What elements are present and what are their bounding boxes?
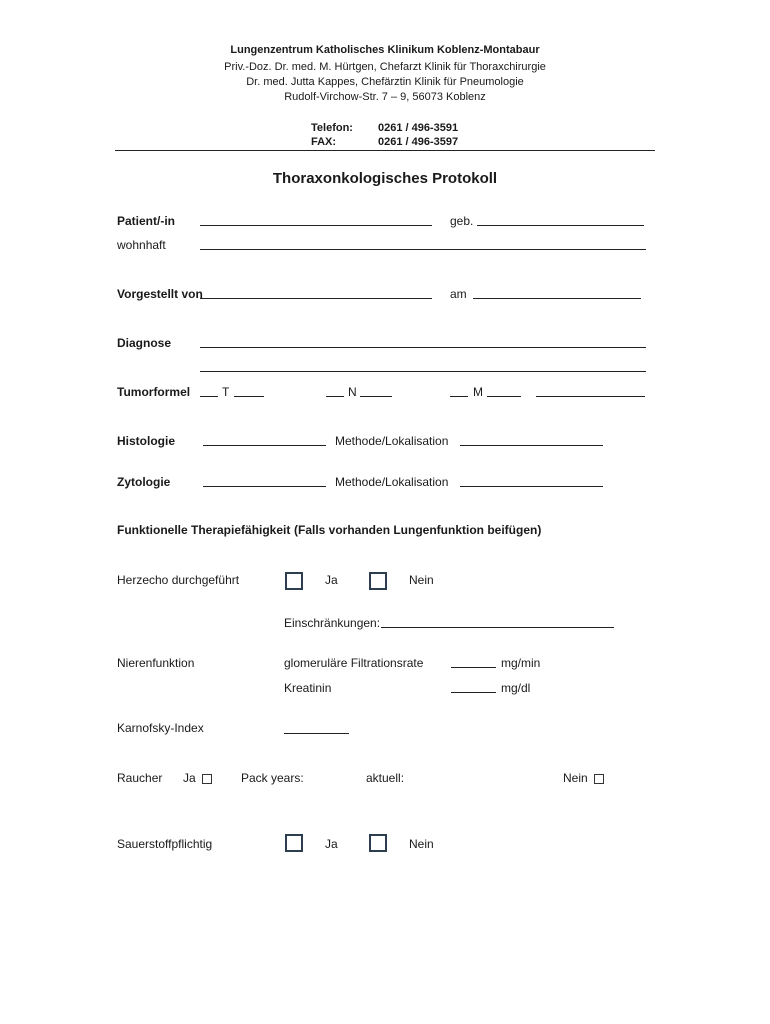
- zytologie-label: Zytologie: [117, 475, 171, 489]
- sauerstoff-nein-label: Nein: [409, 837, 434, 851]
- nierenfunktion-label: Nierenfunktion: [117, 656, 195, 670]
- t-field[interactable]: [234, 396, 264, 397]
- geb-field[interactable]: [477, 225, 644, 226]
- vorgestellt-label: Vorgestellt von: [117, 287, 203, 301]
- wohnhaft-field[interactable]: [200, 249, 646, 250]
- header-divider: [115, 150, 655, 151]
- histologie-methode-label: Methode/Lokalisation: [335, 434, 449, 448]
- tumorformel-extra-field[interactable]: [536, 396, 645, 397]
- sauerstoff-ja-label: Ja: [325, 837, 338, 851]
- kreatinin-label: Kreatinin: [284, 681, 332, 695]
- sauerstoff-nein-checkbox[interactable]: [369, 834, 387, 852]
- raucher-nein-checkbox[interactable]: [594, 774, 604, 784]
- histologie-field[interactable]: [203, 445, 326, 446]
- n-field[interactable]: [360, 396, 392, 397]
- telefon-value: 0261 / 496-3591: [378, 122, 459, 134]
- kreatinin-unit: mg/dl: [501, 681, 531, 695]
- am-label: am: [450, 287, 467, 301]
- herzecho-ja-checkbox[interactable]: [285, 572, 303, 590]
- patient-field[interactable]: [200, 225, 432, 226]
- sauerstoff-label: Sauerstoffpflichtig: [117, 837, 213, 851]
- karnofsky-label: Karnofsky-Index: [117, 721, 204, 735]
- wohnhaft-label: wohnhaft: [117, 238, 166, 252]
- geb-label: geb.: [450, 214, 474, 228]
- page-title: Thoraxonkologisches Protokoll: [272, 170, 498, 187]
- gfr-unit: mg/min: [501, 656, 541, 670]
- n-prefix-field[interactable]: [326, 396, 344, 397]
- raucher-nein-label: Nein: [563, 771, 588, 785]
- herzecho-nein-label: Nein: [409, 573, 434, 587]
- karnofsky-field[interactable]: [284, 733, 349, 734]
- vorgestellt-field[interactable]: [200, 298, 432, 299]
- raucher-ja[interactable]: [183, 771, 212, 785]
- diagnose-label: Diagnose: [117, 336, 172, 350]
- m-field[interactable]: [487, 396, 521, 397]
- pack-years-label: Pack years:: [241, 771, 304, 785]
- zytologie-methode-field[interactable]: [460, 486, 603, 487]
- t-prefix-field[interactable]: [200, 396, 218, 397]
- einschraenkungen-field[interactable]: [381, 627, 614, 628]
- raucher-label: Raucher: [117, 771, 163, 785]
- tumorformel-label: Tumorformel: [117, 385, 191, 399]
- functional-note: (Falls vorhanden Lungenfunktion beifügen): [294, 523, 542, 537]
- herzecho-label: Herzecho durchgeführt: [117, 573, 240, 587]
- histologie-label: Histologie: [117, 434, 176, 448]
- institution-name: Lungenzentrum Katholisches Klinikum Koblenz-Montabaur: [230, 44, 540, 56]
- kreatinin-field[interactable]: [451, 692, 496, 693]
- raucher-nein[interactable]: [563, 771, 604, 785]
- t-label: T: [222, 385, 230, 399]
- herzecho-ja-label: Ja: [325, 573, 338, 587]
- fax-value: 0261 / 496-3597: [378, 136, 459, 148]
- am-field[interactable]: [473, 298, 641, 299]
- histologie-methode-field[interactable]: [460, 445, 603, 446]
- sauerstoff-ja-checkbox[interactable]: [285, 834, 303, 852]
- fax-label: FAX:: [311, 136, 337, 148]
- raucher-ja-label: Ja: [183, 771, 196, 785]
- gfr-field[interactable]: [451, 667, 496, 668]
- header-address: Rudolf-Virchow-Str. 7 – 9, 56073 Koblenz: [284, 91, 486, 103]
- m-prefix-field[interactable]: [450, 396, 468, 397]
- diagnose-field-2[interactable]: [200, 371, 646, 372]
- m-label: M: [473, 385, 483, 399]
- raucher-ja-checkbox[interactable]: [202, 774, 212, 784]
- einschraenkungen-label: Einschränkungen:: [284, 616, 381, 630]
- herzecho-nein-checkbox[interactable]: [369, 572, 387, 590]
- aktuell-label: aktuell:: [366, 771, 405, 785]
- zytologie-field[interactable]: [203, 486, 326, 487]
- zytologie-methode-label: Methode/Lokalisation: [335, 475, 449, 489]
- patient-label: Patient/-in: [117, 214, 176, 228]
- n-label: N: [348, 385, 357, 399]
- gfr-label: glomeruläre Filtrationsrate: [284, 656, 424, 670]
- diagnose-field-1[interactable]: [200, 347, 646, 348]
- functional-heading: Funktionelle Therapiefähigkeit: [117, 523, 291, 537]
- header-line-pneumology: Dr. med. Jutta Kappes, Chefärztin Klinik für Pneumologie: [246, 76, 524, 88]
- telefon-label: Telefon:: [311, 122, 353, 134]
- header-line-surgery: Priv.-Doz. Dr. med. M. Hürtgen, Chefarzt Klinik für Thoraxchirurgie: [224, 61, 546, 73]
